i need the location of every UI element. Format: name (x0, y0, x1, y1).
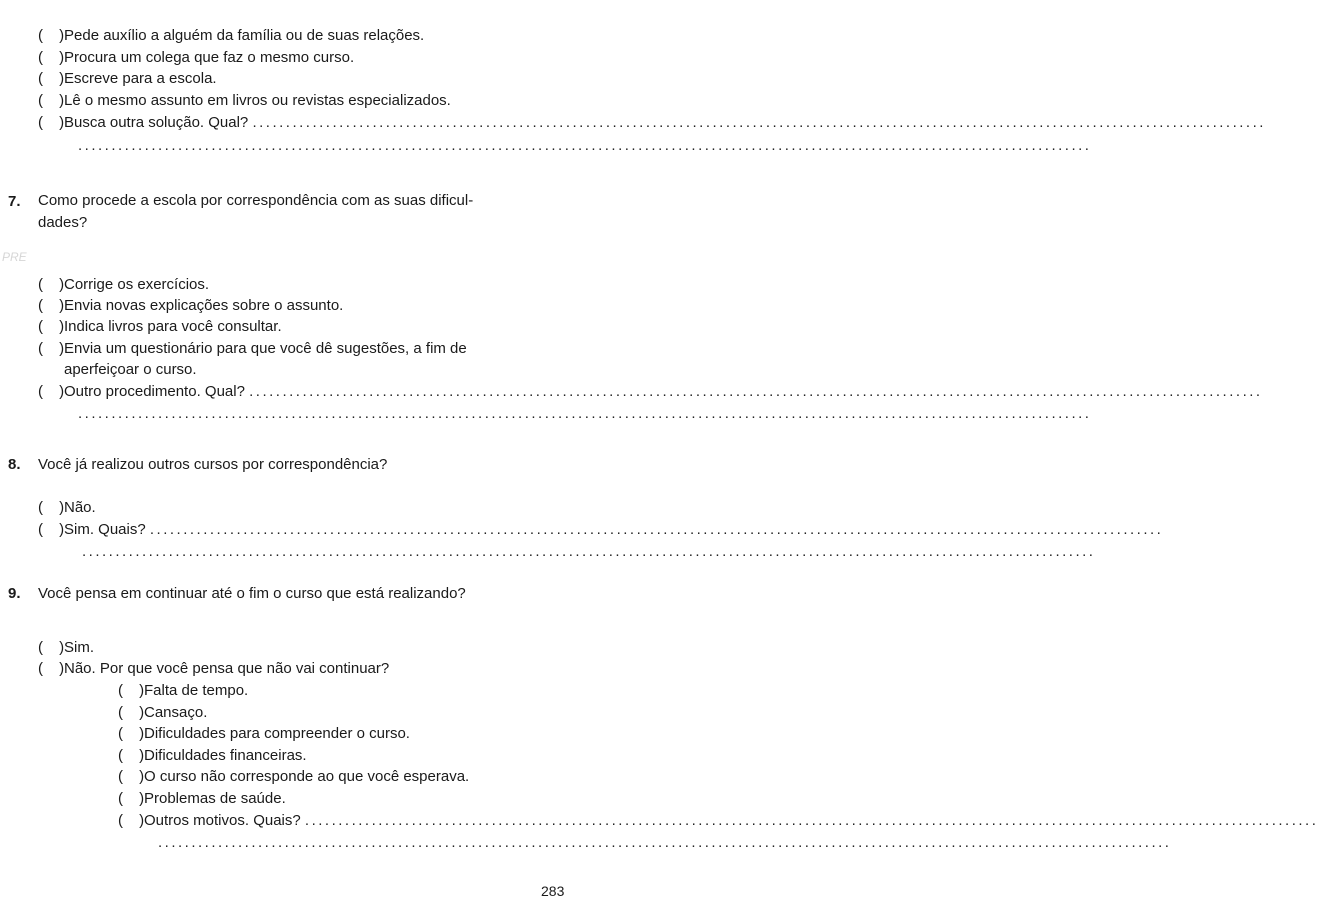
option-label: Dificuldades financeiras. (144, 747, 307, 764)
question-text: Você pensa em continuar até o fim o curso que está realizando? (38, 585, 466, 602)
option-label: Dificuldades para compreender o curso. (144, 725, 410, 742)
sub-list-item (118, 747, 307, 765)
sub-list-item (118, 768, 469, 786)
checkbox-parens[interactable]: ( ) (118, 768, 151, 785)
sub-list-item (118, 704, 207, 722)
fill-in-dots[interactable]: ........................................................................................................................................................ (82, 543, 1096, 560)
list-item (38, 660, 389, 678)
option-label: Problemas de saúde. (144, 790, 286, 807)
option-label: Envia novas explicações sobre o assunto. (64, 297, 344, 314)
option-label: Cansaço. (144, 704, 208, 721)
question-text: Você já realizou outros cursos por correspondência? (38, 456, 388, 473)
list-item (38, 383, 1263, 401)
sub-list-item (118, 790, 286, 808)
checkbox-parens[interactable]: ( ) (38, 499, 71, 516)
question-text (38, 190, 473, 234)
list-item (38, 70, 217, 88)
question-text-line: Como procede a escola por correspondência com as suas dificul- (38, 192, 474, 209)
checkbox-parens[interactable]: ( ) (38, 383, 71, 400)
checkbox-parens[interactable]: ( ) (38, 297, 71, 314)
option-label: Não. Por que você pensa que não vai continuar? (64, 660, 390, 677)
sub-list-item (118, 812, 1318, 830)
option-label: Corrige os exercícios. (64, 276, 210, 293)
checkbox-parens[interactable]: ( ) (118, 704, 151, 721)
list-item (38, 340, 467, 358)
list-item (38, 276, 209, 294)
option-label: Falta de tempo. (144, 682, 249, 699)
checkbox-parens[interactable]: ( ) (38, 660, 71, 677)
list-item-continuation: aperfeiçoar o curso. (64, 361, 197, 378)
checkbox-parens[interactable]: ( ) (118, 725, 151, 742)
question-number: 9. (8, 585, 21, 602)
fill-in-dots[interactable]: ........................................................................................................................................................ (78, 137, 1092, 154)
option-label: Outro procedimento. Qual? (64, 383, 245, 400)
fill-in-line (82, 543, 1096, 561)
checkbox-parens[interactable]: ( ) (38, 92, 71, 109)
list-item (38, 318, 282, 336)
list-item (38, 297, 343, 315)
option-label: Sim. (64, 639, 94, 656)
list-item (38, 114, 1266, 132)
option-label: Escreve para a escola. (64, 70, 217, 87)
question-text-line: dades? (38, 214, 88, 231)
list-item (38, 521, 1164, 539)
fill-in-line (158, 834, 1172, 852)
checkbox-parens[interactable]: ( ) (38, 276, 71, 293)
fill-in-dots[interactable]: ........................................................................................................................................................ (158, 834, 1172, 851)
checkbox-parens[interactable]: ( ) (38, 340, 71, 357)
fill-in-dots[interactable]: ........................................................................................................................................................ (304, 812, 1318, 829)
option-label: Procura um colega que faz o mesmo curso. (64, 49, 355, 66)
list-item (38, 639, 94, 657)
checkbox-parens[interactable]: ( ) (38, 318, 71, 335)
fill-in-line (78, 405, 1092, 423)
checkbox-parens[interactable]: ( ) (118, 747, 151, 764)
checkbox-parens[interactable]: ( ) (38, 27, 71, 44)
option-label: Lê o mesmo assunto em livros ou revistas especializados. (64, 92, 451, 109)
checkbox-parens[interactable]: ( ) (118, 790, 151, 807)
fill-in-dots[interactable]: ........................................................................................................................................................ (78, 405, 1092, 422)
option-label: Outros motivos. Quais? (144, 812, 301, 829)
checkbox-parens[interactable]: ( ) (38, 70, 71, 87)
option-label: O curso não corresponde ao que você esperava. (144, 768, 470, 785)
option-label: Indica livros para você consultar. (64, 318, 282, 335)
sub-list-item (118, 725, 410, 743)
checkbox-parens[interactable]: ( ) (118, 682, 151, 699)
fill-in-dots[interactable]: ........................................................................................................................................................ (149, 521, 1164, 538)
page-number: 283 (541, 883, 565, 899)
checkbox-parens[interactable]: ( ) (38, 49, 71, 66)
option-label: Sim. Quais? (64, 521, 146, 538)
question-number: 8. (8, 456, 21, 473)
fill-in-dots[interactable]: ........................................................................................................................................................ (249, 383, 1263, 400)
fill-in-dots[interactable]: ........................................................................................................................................................ (252, 114, 1266, 131)
list-item (38, 499, 96, 517)
option-label: Pede auxílio a alguém da família ou de suas relações. (64, 27, 425, 44)
list-item (38, 92, 451, 110)
checkbox-parens[interactable]: ( ) (38, 114, 71, 131)
list-item (38, 27, 424, 45)
question-number: 7. (8, 193, 21, 210)
option-label: Não. (64, 499, 96, 516)
bleed-through-text: PRE (2, 250, 27, 264)
sub-list-item (118, 682, 248, 700)
checkbox-parens[interactable]: ( ) (38, 521, 71, 538)
fill-in-line (78, 137, 1092, 155)
list-item (38, 49, 354, 67)
option-label: Envia um questionário para que você dê sugestões, a fim de (64, 340, 467, 357)
option-label: Busca outra solução. Qual? (64, 114, 249, 131)
checkbox-parens[interactable]: ( ) (38, 639, 71, 656)
checkbox-parens[interactable]: ( ) (118, 812, 151, 829)
